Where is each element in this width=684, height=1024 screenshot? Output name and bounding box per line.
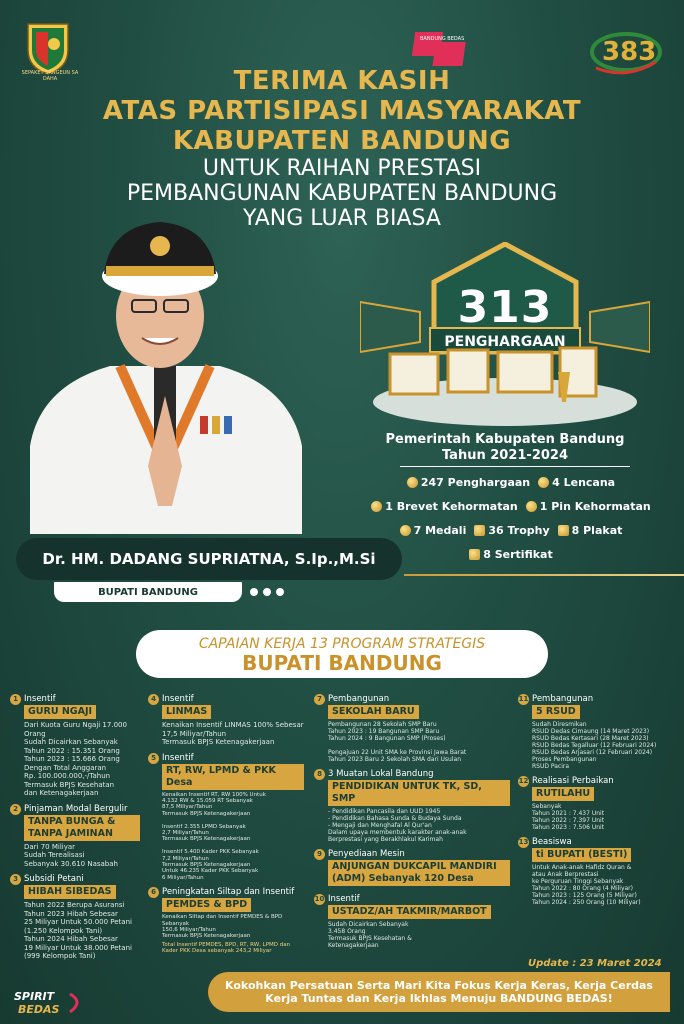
item-tag: ti BUPATI (BESTI) xyxy=(532,848,631,862)
program-column-3 xyxy=(314,694,510,955)
item-body: Dari 70 Miliyar Sudah Terealisasi Sebanyak 30.610 Nasabah xyxy=(24,842,118,868)
item-heading: Beasiswa xyxy=(532,837,572,847)
program-item xyxy=(10,694,140,798)
item-heading: Insentif xyxy=(24,694,56,704)
award-item: 36 Trophy xyxy=(488,523,550,537)
gold-divider xyxy=(404,574,684,576)
item-number: 8 xyxy=(314,769,325,780)
update-date: Update : 23 Maret 2024 xyxy=(528,958,662,969)
award-word: PENGHARGAAN xyxy=(444,334,566,350)
item-heading: Pembangunan xyxy=(328,694,390,704)
emblem-caption: SEPAKET SANGEUN SA DAHA xyxy=(21,70,79,82)
item-body: Sudah Diresmikan RSUD Dedas Cimaung (14 Maret 2023) RSUD Bedas Kertasari (28 Maret 2023) RSUD Bedas Tegalluar (12 Februari 2024) RSUD Bedas Arjasari (12 Februari 2024) Proses Pembangunan RSUD Pacira xyxy=(532,721,657,770)
item-number: 13 xyxy=(518,838,529,847)
program-item xyxy=(148,694,304,747)
award-badge xyxy=(360,242,650,442)
headline-line-4: UNTUK RAIHAN PRESTASI xyxy=(202,156,482,181)
item-number: 11 xyxy=(518,695,529,704)
award-item: 7 Medali xyxy=(413,523,467,537)
decorative-dots xyxy=(250,588,284,596)
item-body: Pembangunan 28 Sekolah SMP Baru Tahun 2023 : 19 Bangunan SMP Baru Tahun 2024 : 9 Bangunan SMP (Proses) Pengajuan 22 Unit SMA ke Provinsi Jawa Barat Tahun 2023 Baru 2 Sekolah SMA dari Usulan xyxy=(328,721,467,763)
award-item: 8 Sertifikat xyxy=(483,547,553,561)
spirit-logo-line-1: SPIRIT xyxy=(14,990,55,1003)
item-heading: Insentif xyxy=(162,694,194,704)
item-heading: 3 Muatan Lokal Bandung xyxy=(328,769,434,779)
divider xyxy=(400,466,630,467)
item-heading: Pembangunan xyxy=(532,694,594,704)
headline-line-5: PEMBANGUNAN KABUPATEN BANDUNG xyxy=(126,181,558,206)
program-column-2 xyxy=(148,694,304,961)
award-item: 247 Penghargaan xyxy=(420,475,531,489)
item-number: 3 xyxy=(10,874,21,885)
item-tag: HIBAH SIBEDAS xyxy=(24,885,116,899)
item-body: Kenaikan Insentif LINMAS 100% Sebesar 17,5 Miliyar/Tahun Termasuk BPJS Ketenagakerjaan xyxy=(162,721,304,746)
award-item: 1 Brevet Kehormatan xyxy=(385,499,518,513)
item-heading: Insentif xyxy=(162,752,194,763)
pin-icon xyxy=(526,501,537,512)
item-number: 2 xyxy=(10,804,21,815)
bupati-portrait xyxy=(20,216,310,534)
footer-slogan-text: Kokohkan Persatuan Serta Mari Kita Fokus Kerja Keras, Kerja Cerdas Kerja Tuntas dan Kerja Ikhlas Menuju BANDUNG BEDAS! xyxy=(225,979,653,1005)
badge-icon xyxy=(538,477,549,488)
item-number: 7 xyxy=(314,694,325,705)
item-body: - Pendidikan Pancasila dan UUD 1945 - Pendidikan Bahasa Sunda & Budaya Sunda - Mengaji dan Menghafal Al Qur'an Dalam upaya membentuk karakter anak-anak Berprestasi yang Berakhlakul Karimah xyxy=(328,808,467,843)
program-item xyxy=(10,874,140,961)
program-item xyxy=(314,769,510,843)
item-note: Total Insentif PEMDES, BPD, RT, RW, LPMD dan Kader PKK Desa sebanyak 243,2 Miliyar xyxy=(162,941,291,955)
item-tag: SEKOLAH BARU xyxy=(328,705,419,719)
item-heading: Subsidi Petani xyxy=(24,874,84,884)
item-number: 1 xyxy=(10,694,21,705)
item-number: 5 xyxy=(148,753,159,764)
item-heading: Penyediaan Mesin xyxy=(328,849,405,859)
item-tag: PEMDES & BPD xyxy=(162,898,251,912)
item-tag: GURU NGAJI xyxy=(24,705,96,719)
program-item xyxy=(518,837,678,906)
footer-slogan xyxy=(208,972,670,1012)
item-tag: PENDIDIKAN UNTUK TK, SD, SMP xyxy=(328,780,510,806)
program-item xyxy=(518,694,678,770)
item-heading: Insentif xyxy=(328,894,360,904)
wings-icon xyxy=(371,501,382,512)
awards-breakdown xyxy=(366,470,656,566)
headline-line-6: YANG LUAR BIASA xyxy=(243,206,441,231)
program-heading-line-2: BUPATI BANDUNG xyxy=(242,651,442,675)
item-body: Sudah Dicairkan Sebanyak 3.458 Orang Termasuk BPJS Kesehatan & Ketenagakerjaan xyxy=(328,921,412,949)
item-tag: 5 RSUD xyxy=(532,705,580,719)
trophy-icon xyxy=(474,525,485,536)
program-column-1 xyxy=(10,694,140,967)
bandung-bedas-logo-text: BANDUNG BEDAS xyxy=(420,36,465,42)
item-body: Kenaikan Siltap dan Insentif PEMDES & BPD Sebanyak 150,6 Miliyar/Tahun Termasuk BPJS Ketenagakerjaan xyxy=(162,914,283,940)
program-heading-line-1: CAPAIAN KERJA 13 PROGRAM STRATEGIS xyxy=(198,636,486,652)
person-name-text: Dr. HM. DADANG SUPRIATNA, S.Ip.,M.Si xyxy=(42,550,376,568)
program-item xyxy=(314,694,510,763)
item-number: 6 xyxy=(148,887,159,898)
government-name: Pemerintah Kabupaten Bandung xyxy=(385,432,625,447)
program-item xyxy=(148,887,304,954)
headline-line-3: KABUPATEN BANDUNG xyxy=(172,126,512,156)
item-number: 9 xyxy=(314,849,325,860)
person-title xyxy=(54,582,242,602)
program-heading xyxy=(136,630,548,678)
award-item: 8 Plakat xyxy=(571,523,623,537)
svg-text:383: 383 xyxy=(602,37,657,67)
headline-line-2: ATAS PARTISIPASI MASYARAKAT xyxy=(102,96,582,126)
government-period xyxy=(360,432,650,464)
item-heading: Pinjaman Modal Bergulir xyxy=(24,803,128,814)
program-column-4 xyxy=(518,694,678,912)
item-tag: TANPA BUNGA & TANPA JAMINAN xyxy=(24,815,140,841)
item-number: 4 xyxy=(148,694,159,705)
item-tag: LINMAS xyxy=(162,705,211,719)
program-item xyxy=(518,776,678,831)
item-tag: ANJUNGAN DUKCAPIL MANDIRI (ADM) Sebanyak 120 Desa xyxy=(328,860,510,886)
program-item xyxy=(314,894,510,949)
item-body: Untuk Anak-anak Hafidz Quran & atau Anak Berprestasi ke Perguruan Tinggi Sebanyak Tahun 2022 : 80 Orang (4 Miliyar) Tahun 2023 : 125 Orang (5 Miliyar) Tahun 2024 : 250 Orang (10 Miliyar) xyxy=(532,864,641,906)
item-heading: Realisasi Perbaikan xyxy=(532,776,614,786)
award-item: 4 Lencana xyxy=(552,475,616,489)
headline-line-1: TERIMA KASIH xyxy=(233,66,451,96)
item-body: Dari Kuota Guru Ngaji 17.000 Orang Sudah Dicairkan Sebanyak Tahun 2022 : 15.351 Orang Tahun 2023 : 15.666 Orang Dengan Total Anggaran Rp. 100.000.000,-/Tahun Termasuk BPJS Kesehatan dan Ketenagakerjaan xyxy=(24,721,127,797)
item-body: Sebanyak Tahun 2021 : 7.437 Unit Tahun 2022 : 7.397 Unit Tahun 2023 : 7.506 Unit xyxy=(532,803,605,831)
item-number: 10 xyxy=(314,895,325,904)
award-count: 313 xyxy=(457,282,553,333)
program-item xyxy=(148,753,304,882)
program-item xyxy=(314,849,510,888)
item-heading: Peningkatan Siltap dan Insentif xyxy=(162,887,295,898)
program-item xyxy=(10,804,140,869)
item-body: Tahun 2022 Berupa Asuransi Tahun 2023 Hibah Sebesar 25 Miliyar Untuk 50.000 Petani (1.250 Kelompok Tani) Tahun 2024 Hibah Sebesar 19 Miliyar Untuk 38.000 Petani (999 Kelompok Tani) xyxy=(24,901,132,960)
person-title-text: BUPATI BANDUNG xyxy=(98,586,198,598)
spirit-logo-line-2: BEDAS xyxy=(18,1003,60,1016)
item-tag: RT, RW, LPMD & PKK Desa xyxy=(162,764,304,790)
item-number: 12 xyxy=(518,777,529,786)
item-body: Kenaikan Insentif RT, RW 100% Untuk 4.132 RW & 15.059 RT Sebanyak 87,5 Miliyar/Tahun Termasuk BPJS Ketenagakerjaan Insentif 2.355 LPMD Sebanyak 2,7 Miliyar/Tahun Termasuk BPJS Ketenagakerjaan Insentif 5.400 Kader PKK Sebanyak 7,2 Miliyar/Tahun Termasuk BPJS Ketenagakerjaan Untuk 46.235 Kader PKK Sebanyak 6 Miliyar/Tahun xyxy=(162,791,266,881)
plaque-icon xyxy=(558,525,569,536)
trophy-icon xyxy=(407,477,418,488)
item-tag: USTADZ/AH TAKMIR/MARBOT xyxy=(328,905,491,919)
award-item: 1 Pin Kehormatan xyxy=(539,499,651,513)
medal-icon xyxy=(400,525,411,536)
item-tag: RUTILAHU xyxy=(532,787,594,801)
person-name xyxy=(16,538,402,580)
certificate-icon xyxy=(469,549,480,560)
headline xyxy=(0,66,684,231)
spirit-bedas-logo-icon xyxy=(10,988,94,1016)
government-years: Tahun 2021-2024 xyxy=(441,448,568,463)
